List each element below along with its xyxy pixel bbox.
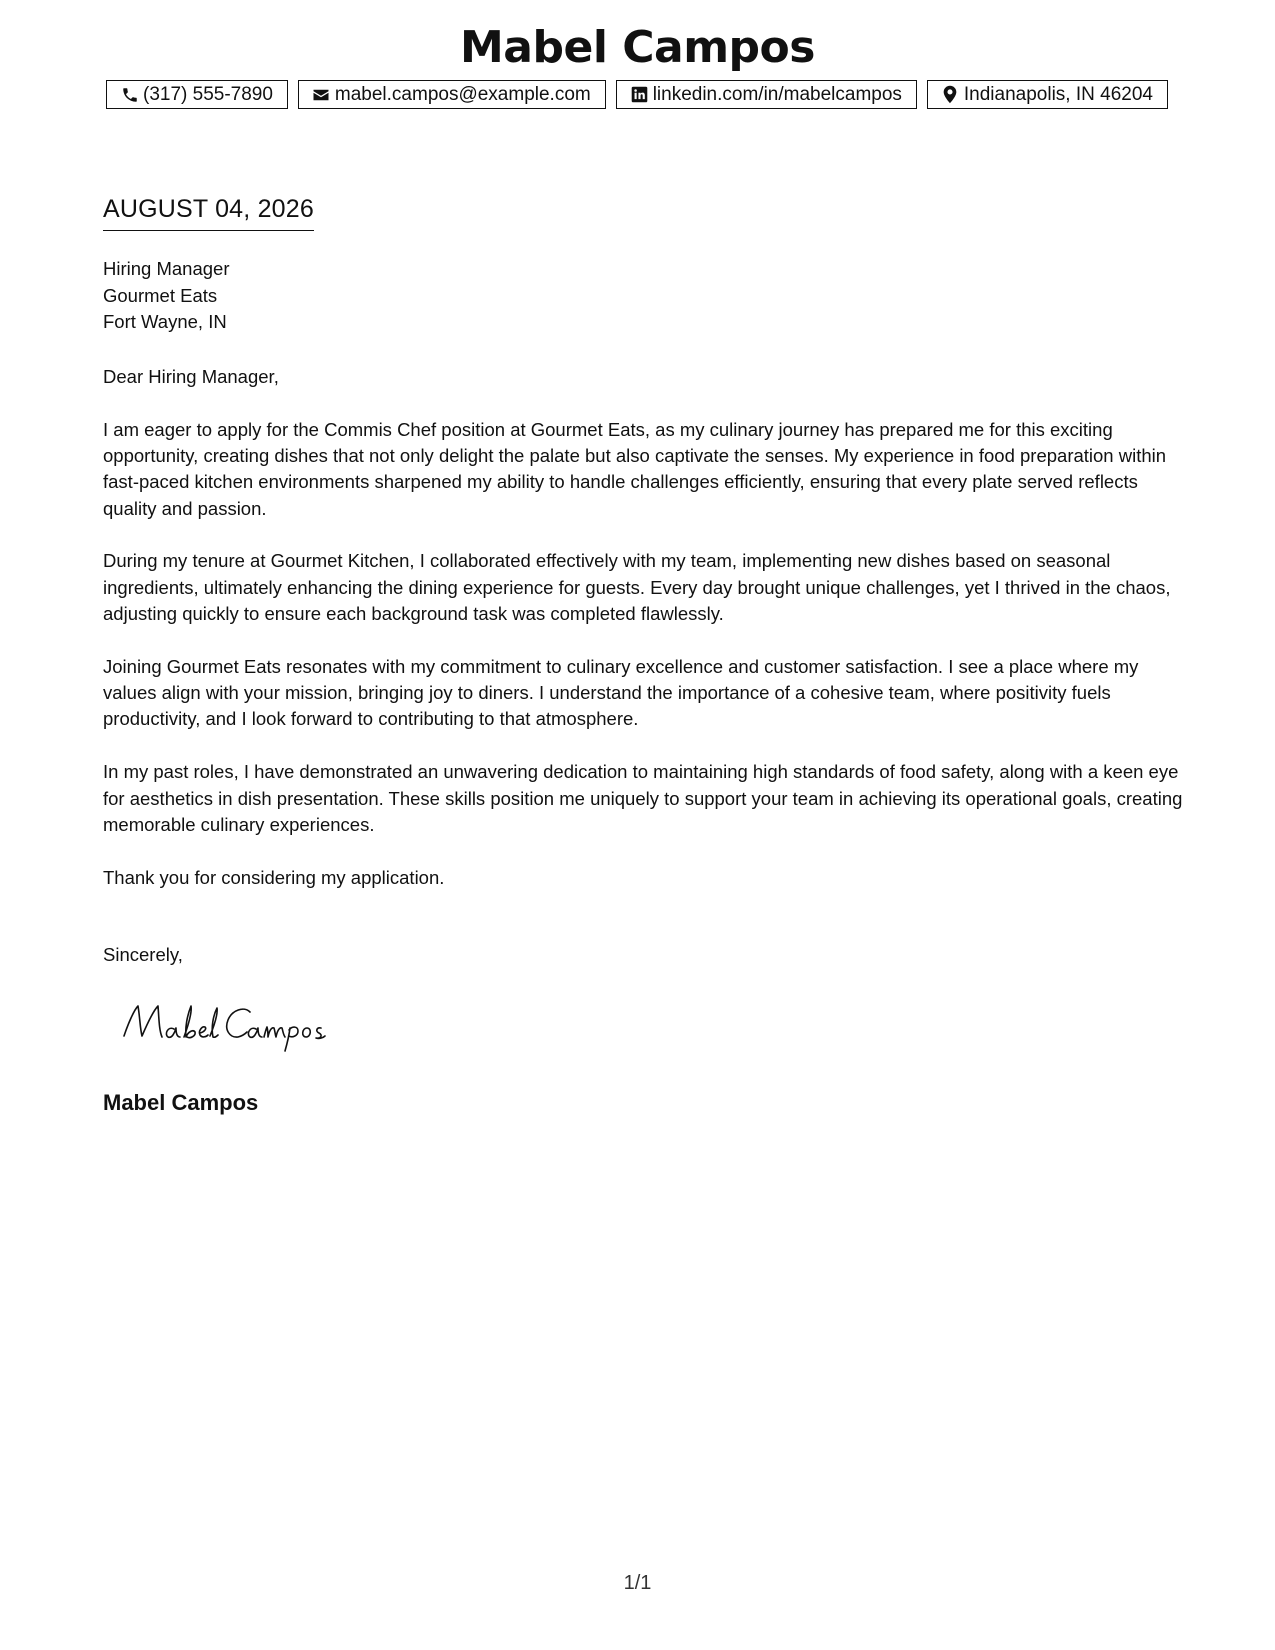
body-paragraph: During my tenure at Gourmet Kitchen, I collaborated effectively with my team, implementing new dishes based on seasonal ingredients, ultimately enhancing the dining experience for guests. Every day brought unique challenges, yet I thrived in the chaos, adjusting quickly to ensure each background task was completed flawlessly. bbox=[103, 550, 1171, 625]
recipient-block bbox=[103, 256, 229, 336]
recipient-city: Fort Wayne, IN bbox=[103, 311, 227, 332]
contact-email[interactable] bbox=[298, 80, 606, 109]
body-paragraph: Joining Gourmet Eats resonates with my commitment to culinary excellence and customer satisfaction. I see a place where my values align with your mission, bringing joy to diners. I understand the importance of a cohesive team, where positivity fuels productivity, and I look forward to contributing to that atmosphere. bbox=[103, 655, 1139, 730]
contact-location-text: Indianapolis, IN 46204 bbox=[963, 83, 1153, 105]
salutation: Dear Hiring Manager, bbox=[103, 366, 279, 387]
phone-icon bbox=[120, 85, 139, 104]
contact-location[interactable] bbox=[927, 80, 1168, 109]
contact-phone-text: (317) 555-7890 bbox=[143, 83, 273, 105]
handwritten-signature bbox=[118, 996, 348, 1061]
recipient-company: Gourmet Eats bbox=[103, 284, 218, 306]
letter-body bbox=[103, 364, 1183, 917]
body-paragraph: I am eager to apply for the Commis Chef position at Gourmet Eats, as my culinary journey has prepared me for this exciting opportunity, creating dishes that not only delight the palate but also captivate the senses. My experience in food preparation within fast-paced kitchen environments sharpened my ability to handle challenges efficiently, ensuring that every plate served reflects quality and passion. bbox=[103, 418, 1167, 519]
letter-date: AUGUST 04, 2026 bbox=[103, 195, 314, 231]
envelope-icon bbox=[312, 85, 331, 104]
body-paragraph: Thank you for considering my application. bbox=[103, 866, 445, 888]
page-number: 1/1 bbox=[623, 1572, 652, 1594]
signer-name: Mabel Campos bbox=[103, 1090, 259, 1115]
contact-phone[interactable] bbox=[106, 80, 288, 109]
closing: Sincerely, bbox=[103, 944, 183, 965]
body-paragraph: In my past roles, I have demonstrated an unwavering dedication to maintaining high standards of food safety, along with a keen eye for aesthetics in dish presentation. These skills position me uniquely to support your team in achieving its operational goals, creating memorable culinary experiences. bbox=[103, 761, 1183, 835]
applicant-name-header: Mabel Campos bbox=[460, 22, 815, 73]
contact-email-text: mabel.campos@example.com bbox=[334, 83, 591, 105]
contact-linkedin[interactable] bbox=[616, 80, 917, 109]
linkedin-icon bbox=[630, 85, 649, 104]
recipient-title: Hiring Manager bbox=[103, 258, 230, 279]
contact-linkedin-text: linkedin.com/in/mabelcampos bbox=[652, 83, 902, 105]
contact-bar bbox=[106, 80, 1168, 109]
map-pin-icon bbox=[941, 85, 960, 104]
